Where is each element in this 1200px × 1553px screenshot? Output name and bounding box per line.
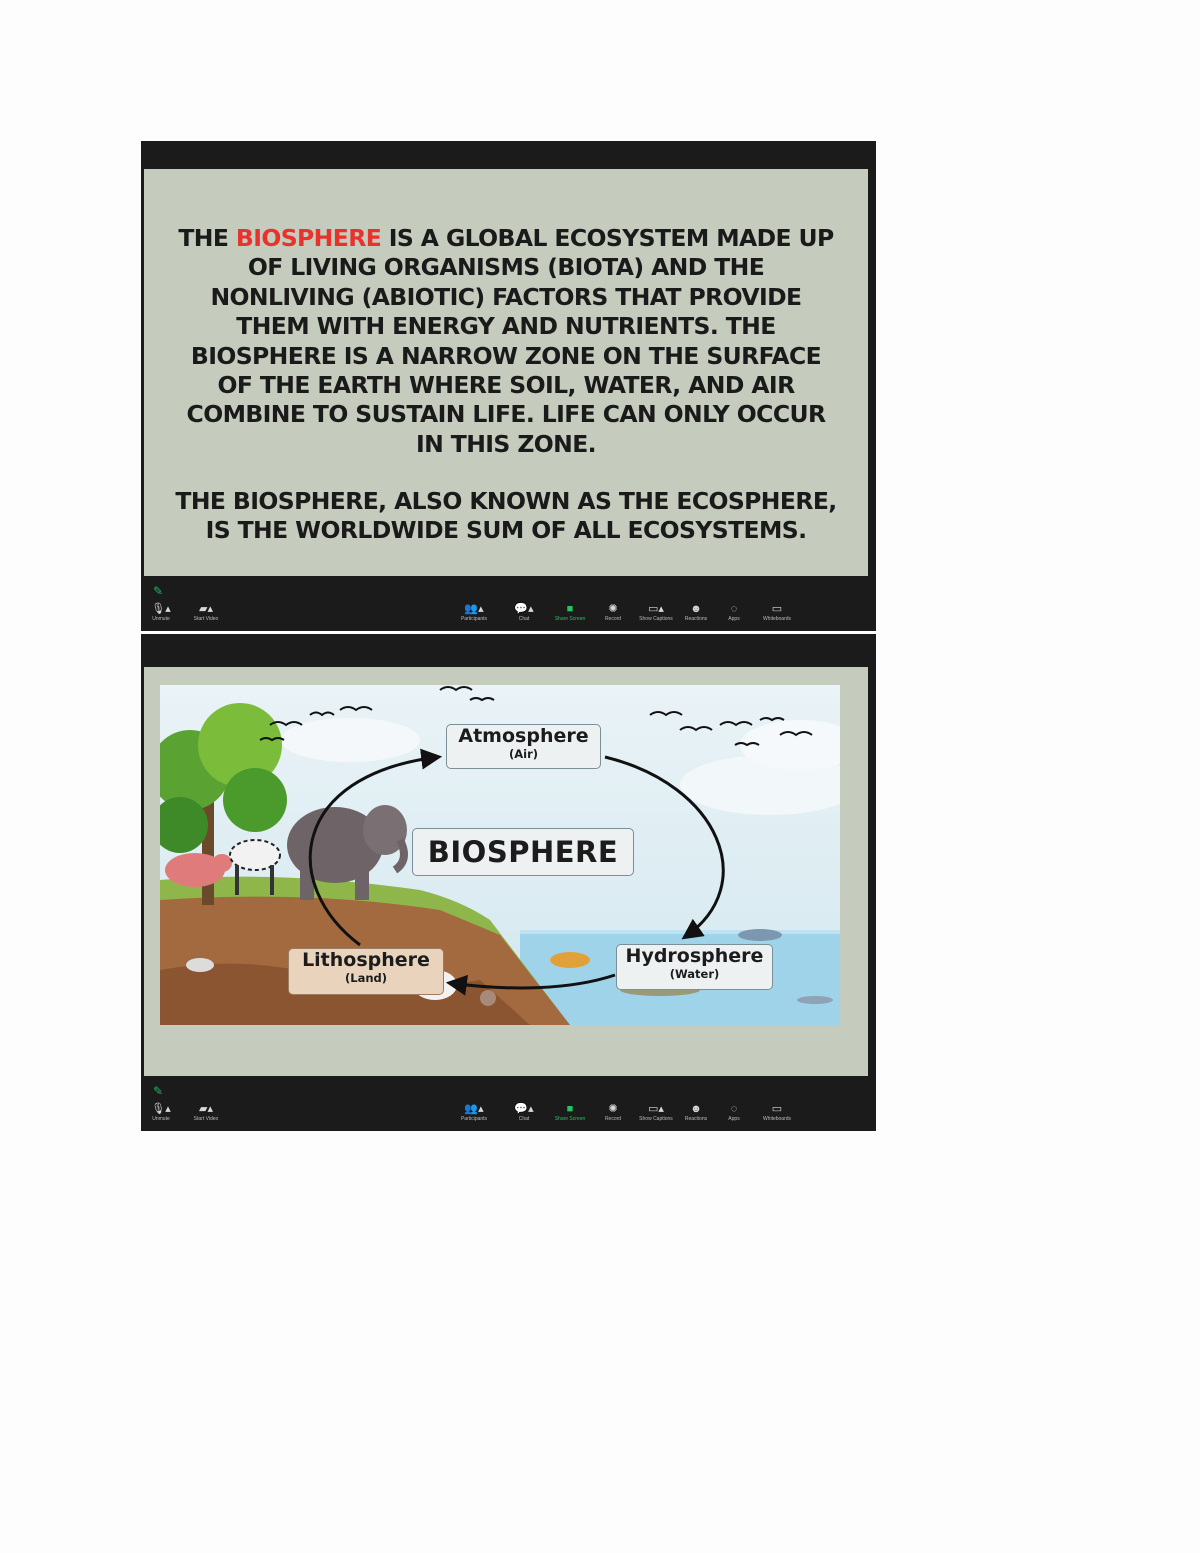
reactions-icon: ☻ <box>690 603 702 615</box>
reactions-button[interactable]: ☻ Reactions <box>671 1103 721 1122</box>
slide-paragraph-2 <box>164 487 848 546</box>
unmute-button[interactable]: 🎙▴ Unmute <box>136 603 186 622</box>
slide-line: OF LIVING ORGANISMS (BIOTA) AND THE <box>247 253 765 282</box>
fish <box>797 996 833 1004</box>
participants-button[interactable]: 👥▴ Participants <box>449 603 499 622</box>
chat-icon: 💬▴ <box>514 1103 534 1115</box>
fish <box>550 952 590 968</box>
slide-line: IS THE WORLDWIDE SUM OF ALL ECOSYSTEMS. <box>205 516 807 545</box>
window-topbar <box>141 141 876 169</box>
meeting-toolbar <box>141 1076 876 1131</box>
zebra-leg <box>270 865 274 895</box>
unmute-button[interactable]: 🎙▴ Unmute <box>136 1103 186 1122</box>
record-icon: ✺ <box>608 603 618 615</box>
slide-paragraph-1 <box>164 224 848 459</box>
shared-slide-1 <box>144 169 868 576</box>
slide-line: THE BIOSPHERE IS A GLOBAL ECOSYSTEM MADE UP <box>178 224 834 252</box>
lithosphere-label: Lithosphere (Land) <box>288 948 444 995</box>
pig-head <box>212 854 232 872</box>
reactions-button[interactable]: ☻ Reactions <box>671 603 721 622</box>
record-button[interactable]: ✺ Record <box>588 1103 638 1122</box>
record-button[interactable]: ✺ Record <box>588 603 638 622</box>
show-captions-button[interactable]: ▭▴ Show Captions <box>631 603 681 622</box>
biosphere-diagram <box>160 685 840 1025</box>
atmosphere-label: Atmosphere (Air) <box>446 724 601 769</box>
slide-line: OF THE EARTH WHERE SOIL, WATER, AND AIR <box>217 371 795 400</box>
slide-line: NONLIVING (ABIOTIC) FACTORS THAT PROVIDE <box>210 282 802 311</box>
elephant-leg <box>355 865 369 900</box>
hydrosphere-label: Hydrosphere (Water) <box>616 944 773 990</box>
snail-shell <box>480 990 496 1006</box>
slide-line: COMBINE TO SUSTAIN LIFE. LIFE CAN ONLY OCCUR <box>186 400 826 429</box>
start-video-button[interactable]: ▰▴ Start Video <box>181 603 231 622</box>
share-screen-icon: ■ <box>566 1103 574 1115</box>
participants-button[interactable]: 👥▴ Participants <box>449 1103 499 1122</box>
whiteboards-button[interactable]: ▭ Whiteboards <box>752 603 802 622</box>
microphone-muted-icon: 🎙▴ <box>151 1103 171 1115</box>
slide-line: BIOSPHERE IS A NARROW ZONE ON THE SURFACE <box>190 341 822 370</box>
participants-icon: 👥▴ <box>464 1103 484 1115</box>
zebra-leg <box>235 865 239 895</box>
record-icon: ✺ <box>608 1103 618 1115</box>
meeting-toolbar <box>141 576 876 631</box>
whiteboards-button[interactable]: ▭ Whiteboards <box>752 1103 802 1122</box>
participants-icon: 👥▴ <box>464 603 484 615</box>
captions-icon: ▭▴ <box>648 603 664 615</box>
chat-button[interactable]: 💬▴ Chat <box>499 603 549 622</box>
microphone-muted-icon: 🎙▴ <box>151 603 171 615</box>
water-surface <box>520 930 840 934</box>
biosphere-highlight: BIOSPHERE <box>235 224 382 252</box>
video-muted-icon: ▰▴ <box>199 603 213 615</box>
chat-button[interactable]: 💬▴ Chat <box>499 1103 549 1122</box>
slide-line: THEM WITH ENERGY AND NUTRIENTS. THE <box>236 312 776 341</box>
window-topbar <box>141 634 876 662</box>
apps-icon: ◌ <box>730 1103 738 1115</box>
whiteboard-icon: ▭ <box>771 603 783 615</box>
reactions-icon: ☻ <box>690 1103 702 1115</box>
meeting-window-2 <box>141 634 876 1131</box>
chat-icon: 💬▴ <box>514 603 534 615</box>
video-muted-icon: ▰▴ <box>199 1103 213 1115</box>
tree-canopy <box>223 768 287 832</box>
apps-button[interactable]: ◌ Apps <box>709 603 759 622</box>
fish <box>738 929 782 941</box>
show-captions-button[interactable]: ▭▴ Show Captions <box>631 1103 681 1122</box>
biosphere-title: BIOSPHERE <box>412 828 634 876</box>
annotate-pencil-icon[interactable]: ✎ <box>153 1084 164 1098</box>
slide-line: THE BIOSPHERE, ALSO KNOWN AS THE ECOSPHERE, <box>175 487 837 515</box>
apps-icon: ◌ <box>730 603 738 615</box>
slide-line: IN THIS ZONE. <box>415 429 596 458</box>
start-video-button[interactable]: ▰▴ Start Video <box>181 1103 231 1122</box>
apps-button[interactable]: ◌ Apps <box>709 1103 759 1122</box>
share-screen-icon: ■ <box>566 603 574 615</box>
fossil-fish <box>186 958 214 972</box>
share-screen-button[interactable]: ■ Share Screen <box>545 603 595 622</box>
captions-icon: ▭▴ <box>648 1103 664 1115</box>
shared-slide-2 <box>144 667 868 1077</box>
whiteboard-icon: ▭ <box>771 1103 783 1115</box>
share-screen-button[interactable]: ■ Share Screen <box>545 1103 595 1122</box>
meeting-window-1 <box>141 141 876 631</box>
annotate-pencil-icon[interactable]: ✎ <box>153 584 164 598</box>
